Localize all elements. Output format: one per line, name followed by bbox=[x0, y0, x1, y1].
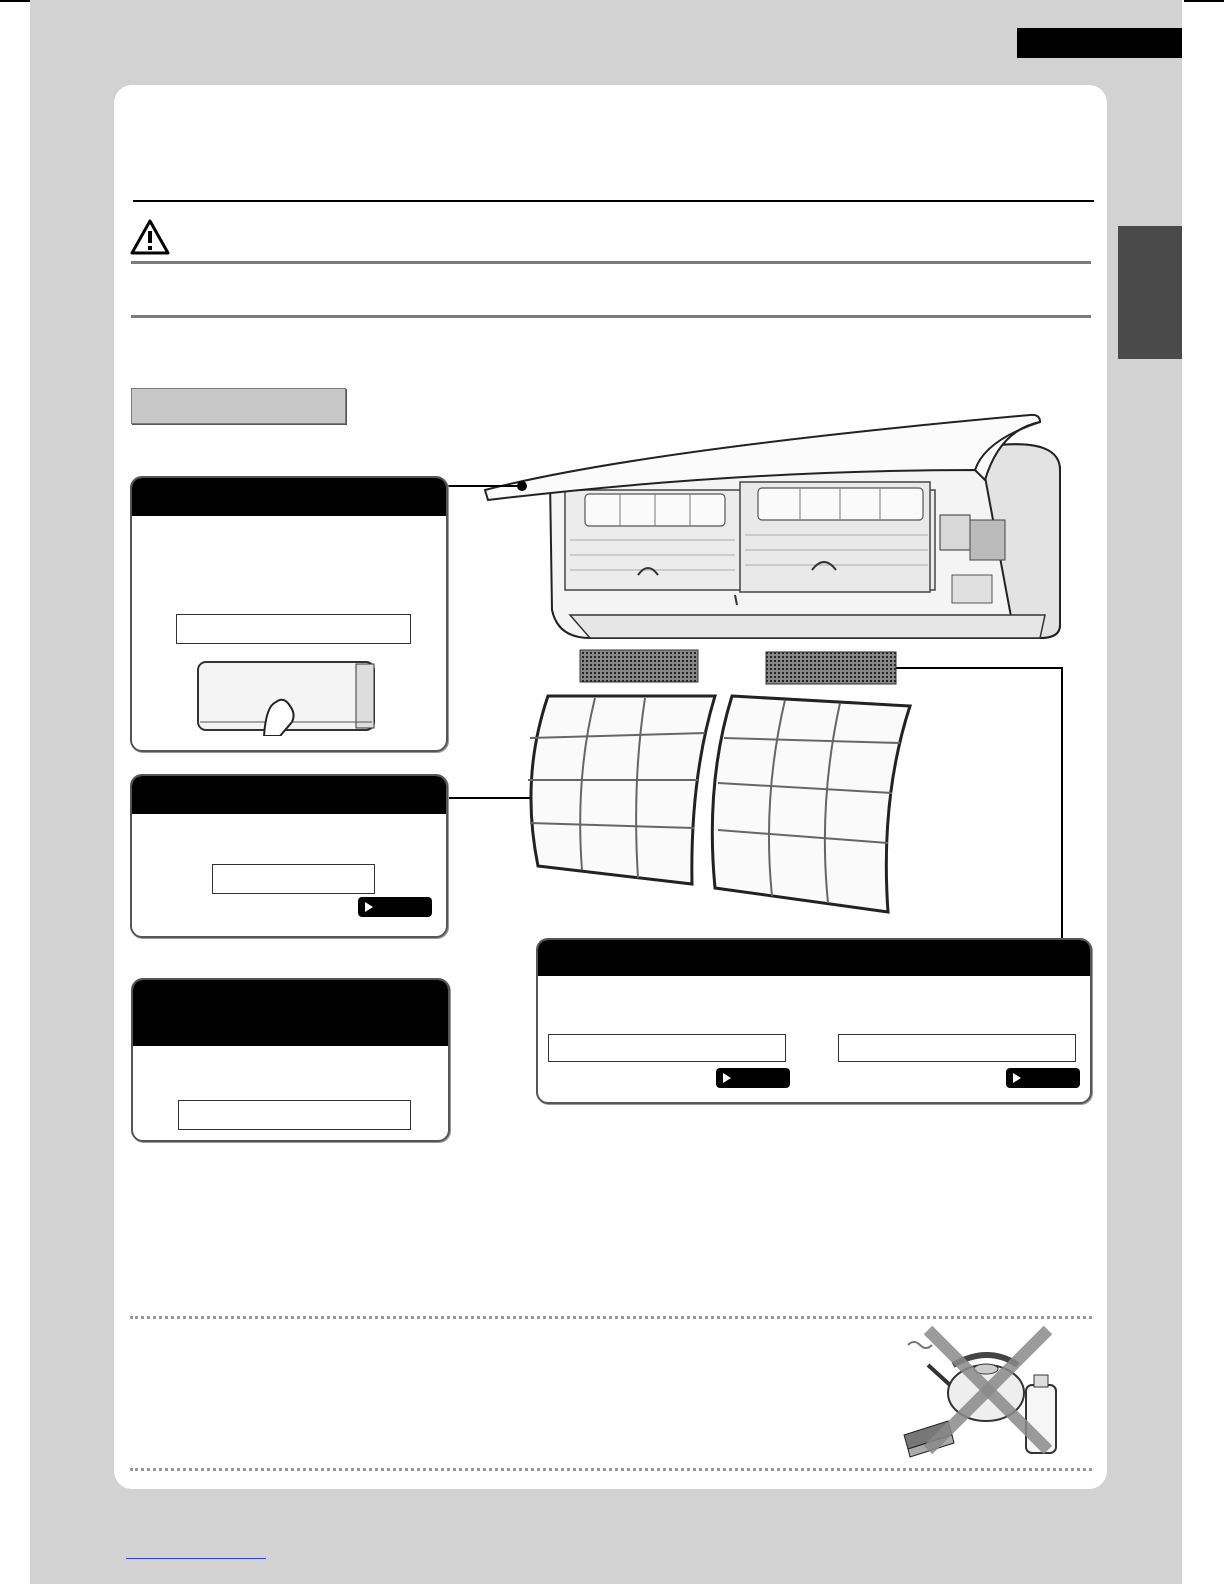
footer-link-underline[interactable] bbox=[126, 1558, 266, 1559]
crop-mark-left bbox=[0, 0, 30, 2]
air-conditioner-unit-illustration bbox=[440, 410, 1070, 650]
warning-triangle-icon bbox=[129, 218, 171, 256]
indoor-unit-field bbox=[178, 1100, 411, 1130]
prohibited-items-illustration bbox=[898, 1325, 1068, 1461]
front-panel-card-header bbox=[132, 478, 446, 516]
mesh-filter-pair bbox=[578, 648, 900, 688]
air-filter-card-header bbox=[132, 776, 446, 814]
deodorizing-filter-field-right bbox=[838, 1034, 1076, 1062]
notes-bottom-divider bbox=[130, 1468, 1092, 1471]
deodorizing-filter-card-header bbox=[538, 940, 1090, 976]
crop-mark-right bbox=[1184, 0, 1224, 2]
header-tab bbox=[1017, 28, 1182, 58]
air-filter-card bbox=[130, 774, 448, 938]
warning-rule-top bbox=[131, 261, 1091, 264]
deodorizing-filter-card bbox=[536, 938, 1092, 1104]
air-filter-link-button[interactable] bbox=[358, 897, 432, 917]
air-filter-pair bbox=[520, 688, 915, 918]
indoor-unit-card bbox=[131, 978, 450, 1142]
deodorizing-filter-link-left[interactable] bbox=[716, 1068, 790, 1088]
air-filter-field bbox=[212, 864, 375, 894]
deodorizing-filter-link-right[interactable] bbox=[1006, 1068, 1080, 1088]
title-rule bbox=[133, 200, 1094, 202]
chapter-side-tab[interactable] bbox=[1118, 226, 1182, 359]
front-panel-field bbox=[176, 614, 411, 644]
front-panel-card bbox=[130, 476, 448, 752]
deodorizing-filter-field-left bbox=[548, 1034, 786, 1062]
indoor-unit-card-header bbox=[133, 980, 448, 1046]
section-label-box bbox=[131, 388, 346, 424]
warning-rule-bottom bbox=[131, 315, 1091, 318]
notes-top-divider bbox=[130, 1316, 1092, 1319]
hand-wiping-unit-icon bbox=[196, 656, 378, 736]
